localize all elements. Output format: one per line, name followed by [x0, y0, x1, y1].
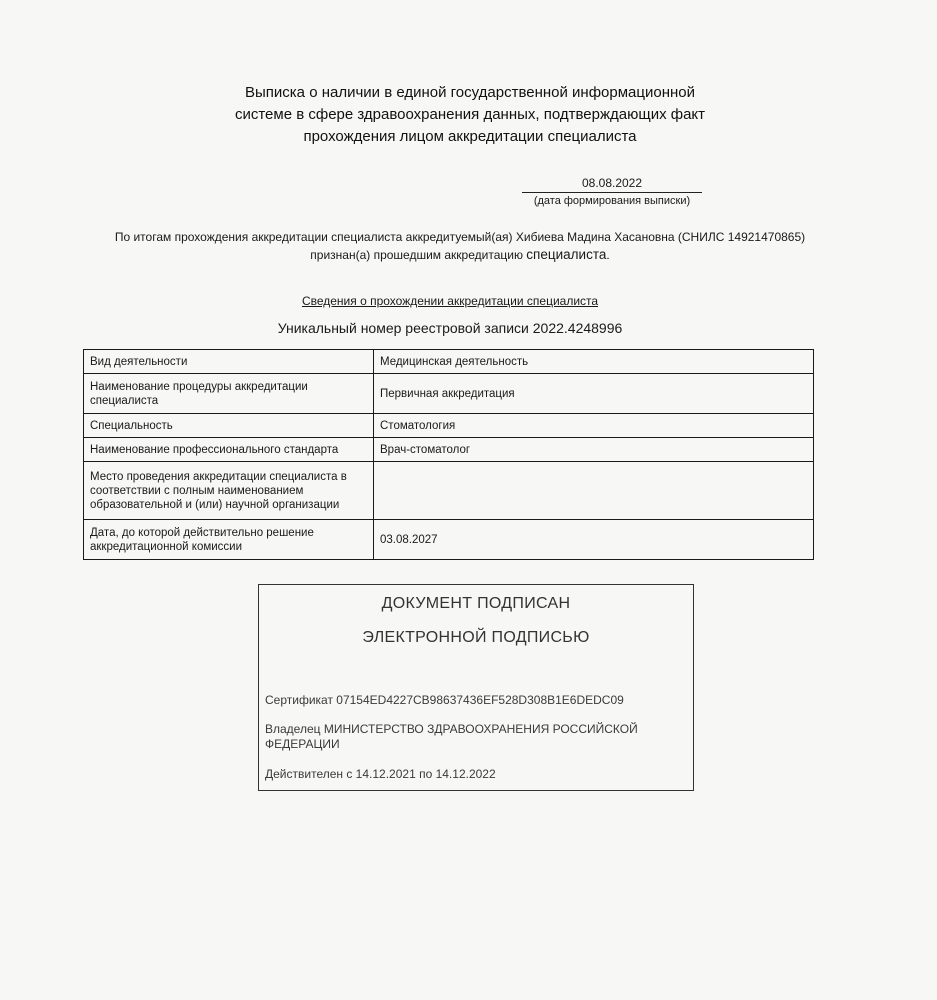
intro-prefix: признан(а) прошедшим аккредитацию	[310, 248, 527, 262]
title-line: системе в сфере здравоохранения данных, подтверждающих факт	[234, 106, 706, 123]
title-line: прохождения лицом аккредитации специалиста	[303, 128, 637, 145]
row-key: Дата, до которой действительно решение аккредитационной комиссии	[84, 520, 374, 560]
row-value	[374, 462, 814, 520]
row-key: Наименование процедуры аккредитации специалиста	[84, 374, 374, 414]
row-value: Первичная аккредитация	[374, 374, 814, 414]
signature-validity: Действителен с 14.12.2021 по 14.12.2022	[265, 767, 496, 781]
intro-emphasis: специалиста	[526, 247, 607, 262]
intro-paragraph	[100, 229, 820, 264]
signature-owner: Владелец МИНИСТЕРСТВО ЗДРАВООХРАНЕНИЯ РОССИЙСКОЙ ФЕДЕРАЦИИ	[265, 722, 638, 751]
table-row	[84, 520, 814, 560]
table-row	[84, 374, 814, 414]
row-key: Место проведения аккредитации специалиста в соответствии с полным наименованием образовательной и (или) научной организации	[84, 462, 374, 520]
intro-line	[100, 246, 820, 264]
registry-number	[180, 319, 720, 337]
row-key: Вид деятельности	[84, 350, 374, 374]
signature-certificate: Сертификат 07154ED4227CB98637436EF528D308B1E6DEDC09	[265, 693, 624, 707]
accreditation-table	[83, 349, 814, 560]
intro-line: По итогам прохождения аккредитации специалиста аккредитуемый(ая) Хибиева Мадина Хасановна (СНИЛС 14921470865)	[114, 230, 806, 244]
electronic-signature-stamp	[258, 584, 694, 791]
section-heading: Сведения о прохождении аккредитации специалиста	[301, 294, 599, 308]
row-key: Наименование профессионального стандарта	[84, 438, 374, 462]
row-value: Стоматология	[374, 414, 814, 438]
title-line: Выписка о наличии в единой государственной информационной	[245, 84, 695, 101]
document-title	[180, 82, 760, 148]
row-value: Медицинская деятельность	[374, 350, 814, 374]
row-key: Специальность	[84, 414, 374, 438]
table-row	[84, 462, 814, 520]
row-value: 03.08.2027	[374, 520, 814, 560]
formation-date-caption: (дата формирования выписки)	[533, 195, 691, 207]
registry-label: Уникальный номер реестровой записи 2022.4248996	[277, 320, 623, 336]
formation-date: 08.08.2022	[522, 176, 702, 193]
formation-date-block	[522, 176, 702, 208]
row-value: Врач-стоматолог	[374, 438, 814, 462]
table-row	[84, 350, 814, 374]
intro-suffix: .	[606, 248, 610, 262]
signature-heading-line1: ДОКУМЕНТ ПОДПИСАН	[381, 595, 571, 612]
table-row	[84, 438, 814, 462]
table-row	[84, 414, 814, 438]
signature-heading-line2: ЭЛЕКТРОННОЙ ПОДПИСЬЮ	[362, 629, 590, 646]
